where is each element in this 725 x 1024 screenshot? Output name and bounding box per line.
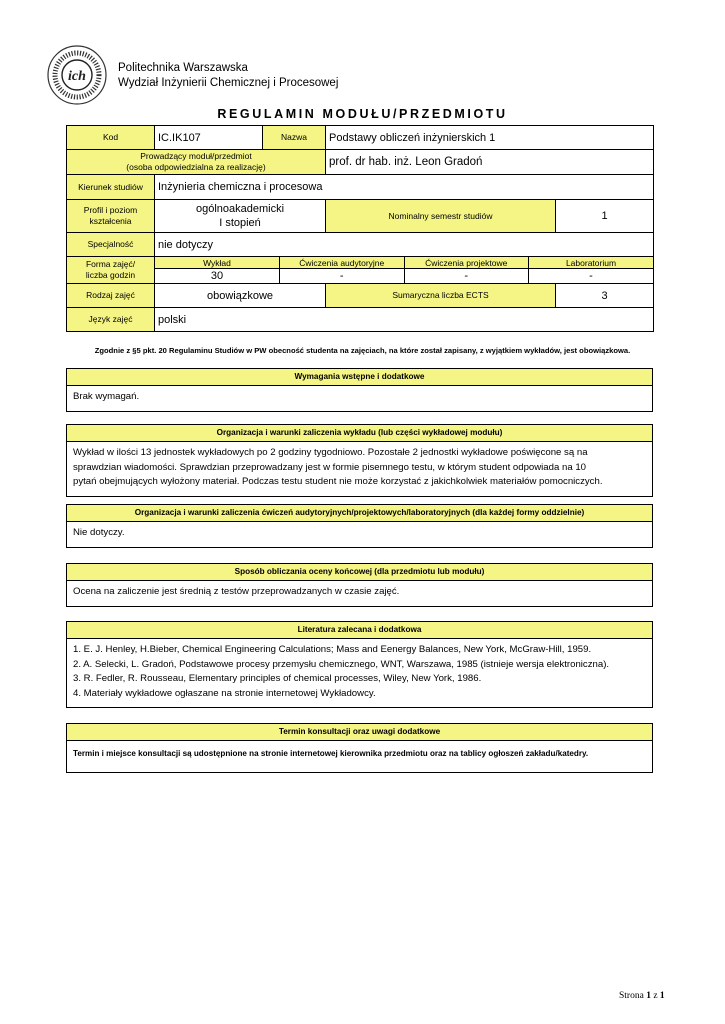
forma-value-audytoryjne: -	[280, 269, 405, 284]
forma-header-wyklad: Wykład	[155, 257, 280, 269]
section-konsultacje-body: Termin i miejsce konsultacji są udostępnione na stronie internetowej kierownika przedmiotu oraz na tablicy ogłoszeń zakładu/katedry.	[73, 749, 589, 758]
forma-value-wyklad: 30	[210, 270, 224, 282]
profil-value-line2: I stopień	[219, 217, 261, 229]
section-cwiczenia-body: Nie dotyczy.	[73, 527, 125, 538]
semestr-label: Nominalny semestr studiów	[326, 200, 556, 233]
university-name: Politechnika Warszawska	[118, 62, 248, 74]
kierunek-value: Inżynieria chemiczna i procesowa	[155, 175, 654, 200]
university-header	[118, 61, 338, 91]
section-literatura	[66, 621, 653, 708]
wyklad-line: Wykład w ilości 13 jednostek wykładowych po 2 godziny tygodniowo. Pozostałe 2 jednostki wykładowe poświęcone są na	[73, 447, 588, 458]
literature-item: 2. A. Selecki, L. Gradoń, Podstawowe procesy przemysłu chemicznego, WNT, Warszawa, 1985 (istnieje wersja elektroniczna).	[73, 658, 610, 670]
kod-value: IC.IK107	[155, 126, 263, 150]
footer-total: 1	[659, 991, 665, 1001]
ects-value: 3	[556, 284, 654, 308]
kierunek-label: Kierunek studiów	[67, 175, 155, 200]
section-wymagania-header: Wymagania wstępne i dodatkowe	[67, 369, 652, 386]
section-wyklad-body	[67, 442, 652, 496]
module-info-table	[66, 125, 654, 332]
section-wymagania	[66, 368, 653, 412]
section-wyklad	[66, 424, 653, 497]
ects-label: Sumaryczna liczba ECTS	[326, 284, 556, 308]
jezyk-value: polski	[155, 308, 654, 332]
profil-label-line1: Profil i poziom	[83, 205, 138, 215]
wyklad-line: sprawdzian wiadomości. Sprawdzian przeprowadzany jest w formie pisemnego testu, w którym student odpowiada na 10	[73, 461, 586, 473]
section-ocena	[66, 563, 653, 607]
section-cwiczenia	[66, 504, 653, 548]
nazwa-value: Podstawy obliczeń inżynierskich 1	[326, 126, 654, 150]
literature-item: 4. Materiały wykładowe ogłaszane na stronie internetowej Wykładowcy.	[73, 687, 376, 699]
faculty-logo	[46, 44, 108, 106]
kod-label: Kod	[67, 126, 155, 150]
prowadzacy-label	[67, 150, 326, 175]
prowadzacy-value: prof. dr hab. inż. Leon Gradoń	[326, 150, 654, 175]
section-ocena-body: Ocena na zaliczenie jest średnią z testów przeprowadzanych w czasie zajęć.	[73, 586, 400, 597]
profil-label	[67, 200, 155, 233]
rodzaj-label: Rodzaj zajęć	[67, 284, 155, 308]
jezyk-label: Język zajęć	[67, 308, 155, 332]
forma-hours-cell	[155, 257, 654, 284]
forma-value-laboratorium: -	[529, 269, 654, 284]
profil-label-line2: kształcenia	[89, 216, 132, 226]
footer-prefix: Strona	[619, 991, 644, 1001]
logo-text: ich	[68, 69, 86, 84]
section-konsultacje-header: Termin konsultacji oraz uwagi dodatkowe	[67, 724, 652, 741]
page-footer	[619, 991, 665, 1001]
prowadzacy-label-line2: (osoba odpowiedzialna za realizację)	[126, 162, 266, 172]
profil-value-line1: ogólnoakademicki	[195, 203, 285, 215]
section-literatura-body	[67, 639, 652, 707]
prowadzacy-label-line1: Prowadzący moduł/przedmiot	[140, 151, 252, 161]
nazwa-label: Nazwa	[263, 126, 326, 150]
specjalnosc-value: nie dotyczy	[155, 233, 654, 257]
forma-header-laboratorium: Laboratorium	[529, 257, 654, 269]
document-title: REGULAMIN MODUŁU/PRZEDMIOTU	[217, 107, 508, 121]
section-literatura-header: Literatura zalecana i dodatkowa	[67, 622, 652, 639]
wyklad-line: pytań obejmujących wyłożony materiał. Podczas testu student nie może korzystać z jakichkolwiek materiałów pomocniczych.	[73, 476, 603, 487]
semestr-value: 1	[556, 200, 654, 233]
forma-label-line2: liczba godzin	[85, 270, 136, 280]
footer-page: 1	[646, 991, 651, 1001]
rodzaj-value: obowiązkowe	[155, 284, 326, 308]
forma-header-audytoryjne: Ćwiczenia audytoryjne	[280, 257, 405, 269]
section-cwiczenia-header: Organizacja i warunki zaliczenia ćwiczeń audytoryjnych/projektowych/laboratoryjnych (dla każdej formy oddzielnie)	[67, 505, 652, 522]
literature-item: 1. E. J. Henley, H.Bieber, Chemical Engineering Calculations; Mass and Eenergy Balances, New York, McGraw-Hill, 1959.	[73, 644, 592, 655]
forma-header-projektowe: Ćwiczenia projektowe	[404, 257, 529, 269]
forma-hours-table	[155, 257, 653, 283]
forma-label-line1: Forma zajęć/	[85, 259, 136, 269]
section-konsultacje	[66, 723, 653, 773]
profil-value	[155, 200, 326, 233]
footer-of: z	[653, 991, 658, 1001]
section-wymagania-body: Brak wymagań.	[73, 391, 140, 402]
faculty-name: Wydział Inżynierii Chemicznej i Procesowej	[118, 77, 339, 89]
specjalnosc-label: Specjalność	[67, 233, 155, 257]
forma-value-projektowe: -	[404, 269, 529, 284]
attendance-note: Zgodnie z §5 pkt. 20 Regulaminu Studiów w PW obecność studenta na zajęciach, na które został zapisany, z wyjątkiem wykładów, jest obowiązkowa.	[94, 346, 631, 355]
section-ocena-header: Sposób obliczania oceny końcowej (dla przedmiotu lub modułu)	[67, 564, 652, 581]
literature-item: 3. R. Fedler, R. Rousseau, Elementary principles of chemical processes, Wiley, New York, 1986.	[73, 673, 482, 684]
forma-label	[67, 257, 155, 284]
section-wyklad-header: Organizacja i warunki zaliczenia wykładu (lub części wykładowej modułu)	[67, 425, 652, 442]
